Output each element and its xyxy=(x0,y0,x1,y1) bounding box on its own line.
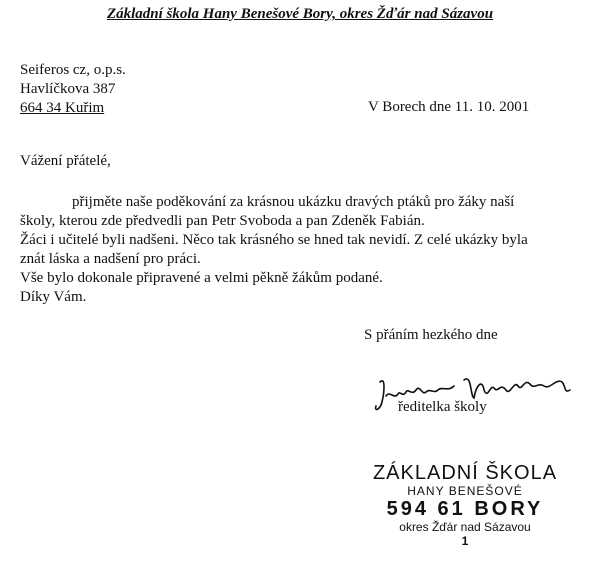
stamp-line-2: HANY BENEŠOVÉ xyxy=(407,484,523,498)
recipient-city: 664 34 Kuřim xyxy=(20,100,105,116)
letterhead-title: Základní škola Hany Benešové Bory, okres Žďár nad Sázavou xyxy=(106,6,494,22)
stamp-line-1: ZÁKLADNÍ ŠKOLA xyxy=(372,462,558,484)
stamp-line-4: okres Žďár nad Sázavou xyxy=(399,520,531,534)
body-line-6: Díky Vám. xyxy=(20,289,87,305)
body-line-3: Žáci i učitelé byli nadšeni. Něco tak krásného se hned tak nevidí. Z celé ukázky byla xyxy=(20,232,528,248)
body-line-1: přijměte naše poděkování za krásnou ukázku dravých ptáků pro žáky naší xyxy=(72,194,515,210)
stamp-line-3: 594 61 BORY xyxy=(386,498,544,520)
school-stamp xyxy=(360,462,570,548)
stamp-line-5: 1 xyxy=(461,534,469,548)
recipient-name: Seiferos cz, o.p.s. xyxy=(20,62,126,78)
letter-date: V Borech dne 11. 10. 2001 xyxy=(368,99,530,115)
body-line-2: školy, kterou zde předvedli pan Petr Svoboda a pan Zdeněk Fabián. xyxy=(20,213,425,229)
recipient-street: Havlíčkova 387 xyxy=(20,81,116,97)
salutation: Vážení přátelé, xyxy=(20,153,111,169)
body-line-4: znát láska a nadšení pro práci. xyxy=(20,251,201,267)
body-line-5: Vše bylo dokonale připravené a velmi pěkně žákům podané. xyxy=(20,270,383,286)
closing-phrase: S přáním hezkého dne xyxy=(364,327,498,343)
signatory-role: ředitelka školy xyxy=(398,399,487,415)
